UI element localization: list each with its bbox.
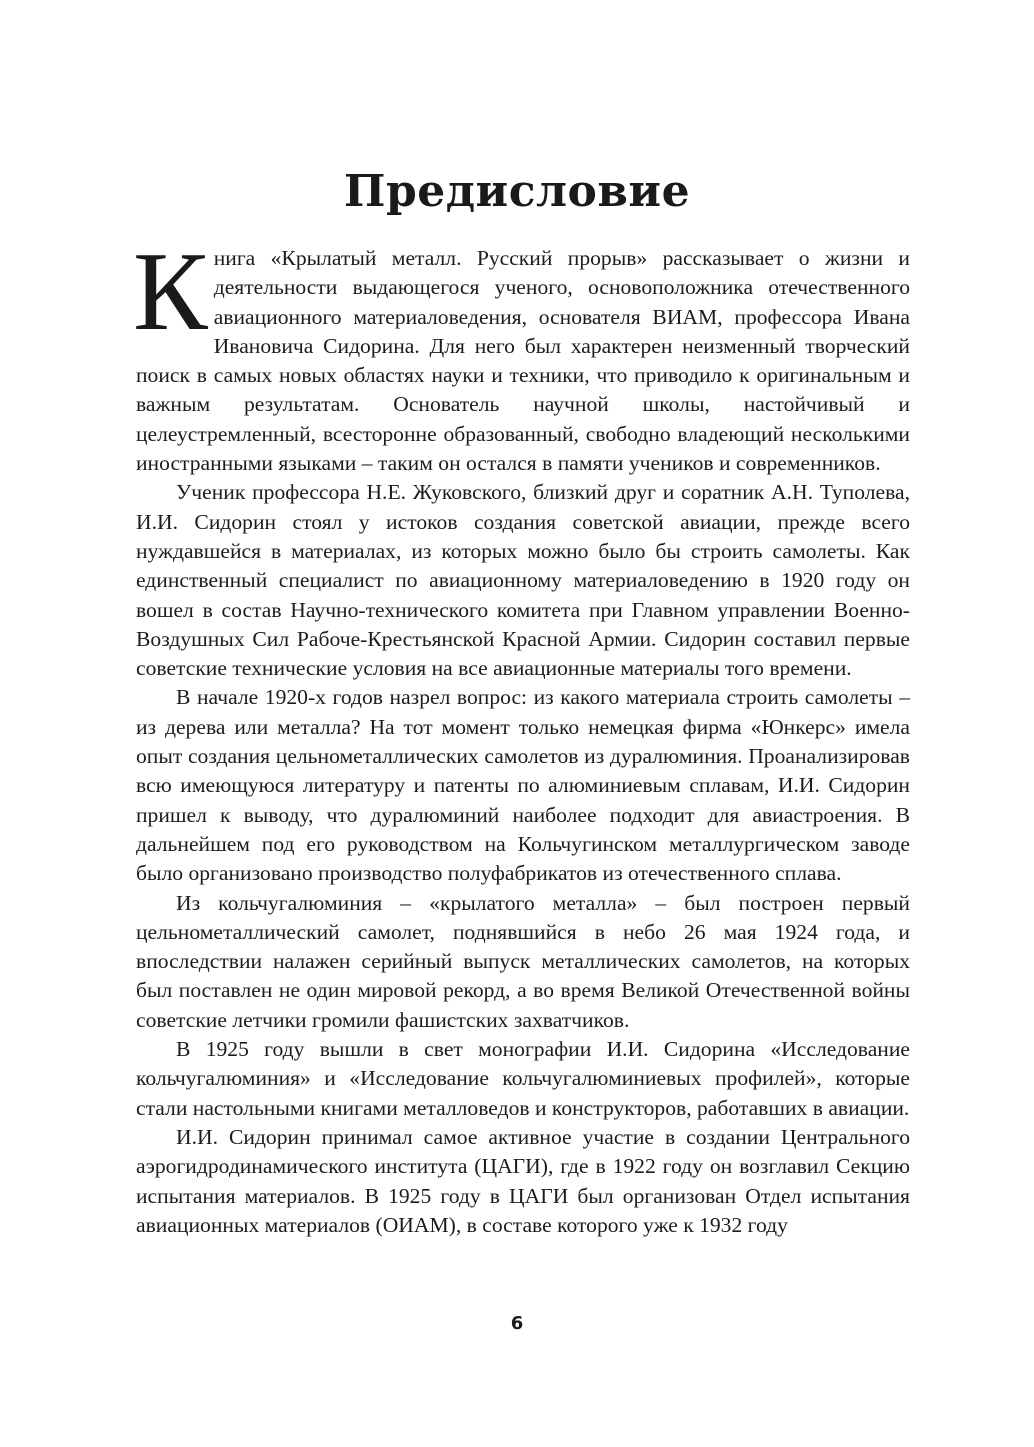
- paragraph: [133, 230, 910, 478]
- paragraph: Ученик профессора Н.Е. Жуковского, близкий друг и соратник А.Н. Туполева, И.И. Сидорин стоял у истоков создания советской авиации, прежде всего нуждавшейся в материалах, из которых можно было бы строить самолеты. Как единственный специалист по авиационному материаловедению в 1920 году он вошел в состав Научно-технического комитета при Главном управлении Военно-Воздушных Сил Рабоче-Крестьянской Красной Армии. Сидорин составил первые советские технические условия на все авиационные материалы того времени.: [136, 480, 910, 681]
- paragraph-text: нига «Крылатый металл. Русский прорыв» рассказывает о жизни и деятельности выдающегося ученого, основоположника отечественного авиационного материаловедения, основателя ВИАМ, профессора Ивана Ивановича Сидорина. Для него был характерен неизменный творческий поиск в самых новых областях науки и техники, что приводило к оригинальным и важным результатам. Основатель научной школы, настойчивый и целеустремленный, всесторонне образованный, свободно владеющий несколькими иностранными языками – таким он остался в памяти учеников и современников.: [136, 246, 910, 476]
- body-text: [133, 230, 910, 1240]
- paragraph: В начале 1920-х годов назрел вопрос: из какого материала строить самолеты – из дерева или металла? На тот момент только немецкая фирма «Юнкерс» имела опыт создания цельнометаллических самолетов из дуралюминия. Проанализировав всю имеющуюся литературу и патенты по алюминиевым сплавам, И.И. Сидорин пришел к выводу, что дуралюминий наиболее подходит для авиастроения. В дальнейшем под его руководством на Кольчугинском металлургическом заводе было организовано производство полуфабрикатов из отечественного сплава.: [136, 685, 910, 886]
- page-number: 6: [510, 1313, 524, 1334]
- paragraph: И.И. Сидорин принимал самое активное участие в создании Центрального аэрогидродинамического института (ЦАГИ), где в 1922 году он возглавил Секцию испытания материалов. В 1925 году в ЦАГИ был организован Отдел испытания авиационных материалов (ОИАМ), в составе которого уже к 1932 году: [136, 1124, 910, 1237]
- paragraph: В 1925 году вышли в свет монографии И.И. Сидорина «Исследование кольчугалюминия» и «Исследование кольчугалюминиевых профилей», которые стали настольными книгами металловедов и конструкторов, работавших в авиации.: [136, 1037, 910, 1120]
- drop-cap: К: [133, 230, 208, 354]
- page-title: Предисловие: [343, 166, 691, 217]
- paragraph: Из кольчугалюминия – «крылатого металла» – был построен первый цельнометаллический самолет, поднявшийся в небо 26 мая 1924 года, и впоследствии налажен серийный выпуск металлических самолетов, на которых был поставлен не один мировой рекорд, а во время Великой Отечественной войны советские летчики громили фашистских захватчиков.: [136, 890, 910, 1032]
